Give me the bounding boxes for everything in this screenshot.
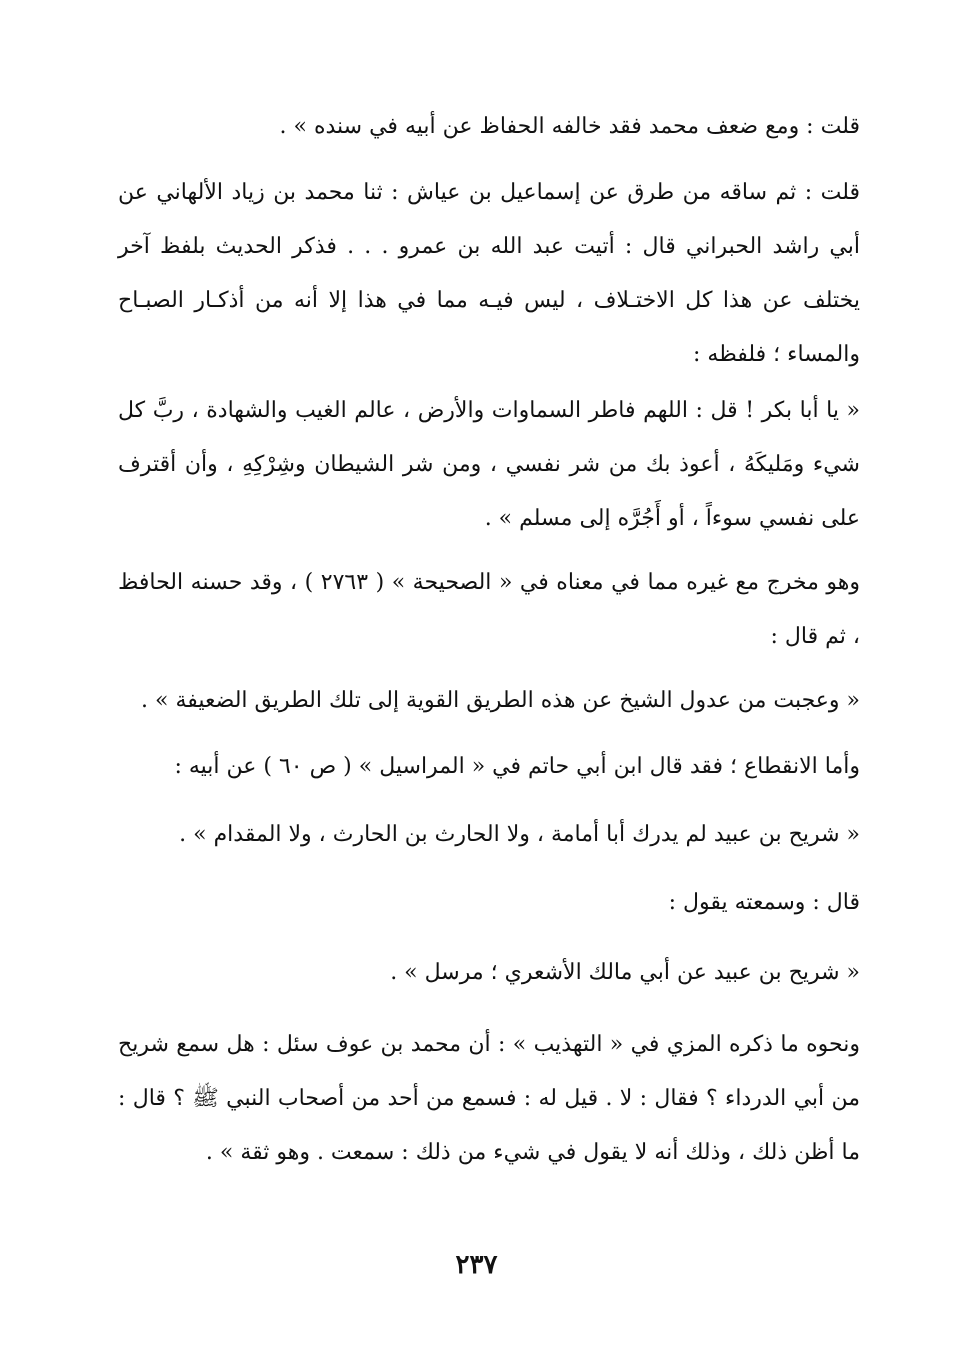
paragraph-8: قال : وسمعته يقول : <box>668 890 860 915</box>
paragraph-9-quote: « شريح بن عبيد عن أبي مالك الأشعري ؛ مرسل » . <box>390 960 860 985</box>
paragraph-2: قلت : ثم ساقه من طرق عن إسماعيل بن عياش : ثنا محمد بن زياد الألهاني عن أبي راشد الحبراني قال : أتيت عبد الله بن عمرو . . . فذكر الحديث بلفظ آخر يختلف عن هذا كل الاختـلاف ، ليس فيـه مما في هذا إلا أنه من أذكـار الصبـاح والمساء ؛ فلفظه : <box>118 180 860 367</box>
paragraph-5-quote: « وعجبت من عدول الشيخ عن هذه الطريق القوية إلى تلك الطريق الضعيفة » . <box>141 688 860 713</box>
paragraph-3-hadith-quote: « يا أبا بكر ! قل : اللهم فاطر السماوات والأرض ، عالم الغيب والشهادة ، ربَّ كل شيء ومَليكَهُ ، أعوذ بك من شر نفسي ، ومن شر الشيطان وشِرْكِهِ ، وأن أقترف على نفسي سوءاً ، أو أَجُرَّه إلى مسلم » . <box>118 398 860 531</box>
paragraph-6: وأما الانقطاع ؛ فقد قال ابن أبي حاتم في « المراسيل » ( ص ٦٠ ) عن أبيه : <box>174 754 860 779</box>
paragraph-1: قلت : ومع ضعف محمد فقد خالفه الحفاظ عن أبيه في سنده » . <box>279 114 860 139</box>
paragraph-10: ونحوه ما ذكره المزي في « التهذيب » : أن محمد بن عوف سئل : هل سمع شريح من أبي الدرداء ؟ فقال : لا . قيل له : فسمع من أحد من أصحاب النبي ﷺ ؟ قال : ما أظن ذلك ، وذلك أنه لا يقول في شيء من ذلك : سمعت . وهو ثقة » . <box>118 1032 860 1165</box>
paragraph-7-quote: « شريح بن عبيد لم يدرك أبا أمامة ، ولا الحارث بن الحارث ، ولا المقدام » . <box>179 822 860 847</box>
page-number: ٢٣٧ <box>455 1250 498 1280</box>
paragraph-4: وهو مخرج مع غيره مما في معناه في « الصحيحة » ( ٢٧٦٣ ) ، وقد حسنه الحافظ ، ثم قال : <box>118 570 861 649</box>
